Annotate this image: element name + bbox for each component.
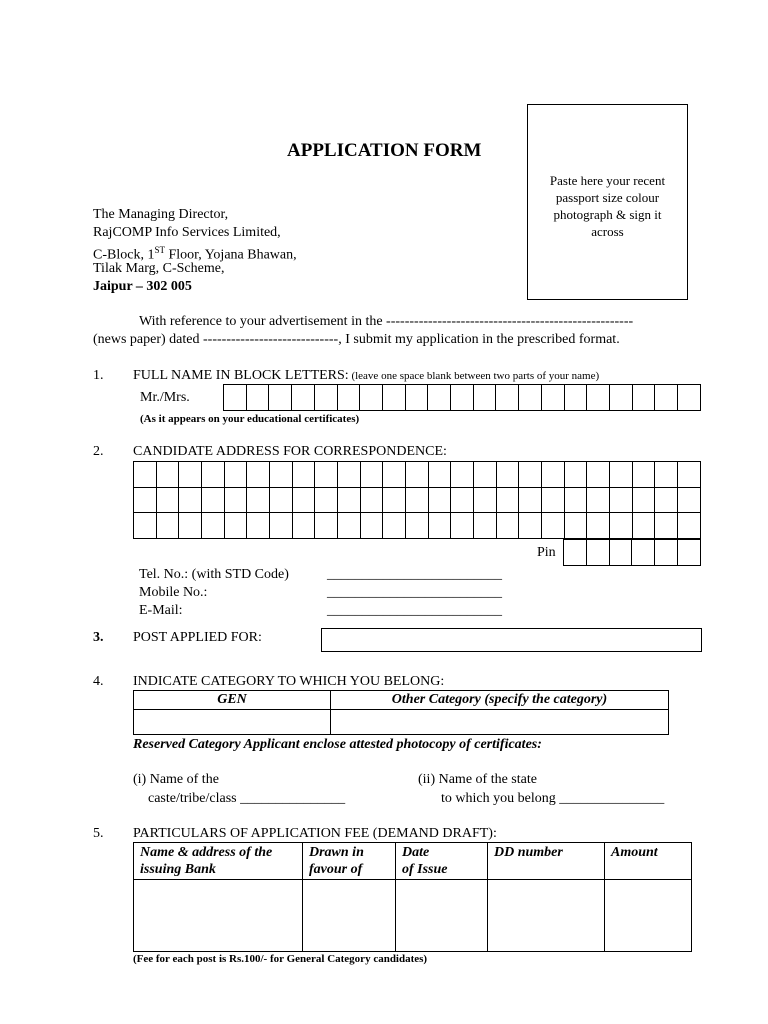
char-box[interactable]: [156, 513, 179, 539]
char-box[interactable]: [564, 487, 587, 513]
fee-date-cell[interactable]: [396, 880, 488, 952]
email-label: E-Mail:: [139, 603, 183, 618]
email-field[interactable]: _________________________: [327, 603, 502, 618]
char-box[interactable]: [519, 487, 542, 513]
fee-dd-number-cell[interactable]: [488, 880, 605, 952]
char-box[interactable]: [609, 540, 632, 566]
char-box[interactable]: [315, 487, 338, 513]
pin-code-grid[interactable]: [563, 539, 701, 566]
char-box[interactable]: [678, 385, 701, 411]
char-box[interactable]: [292, 513, 315, 539]
char-box[interactable]: [134, 462, 157, 488]
fee-header-text: issuing Bank: [140, 862, 216, 877]
mobile-label: Mobile No.:: [139, 585, 208, 600]
char-box[interactable]: [383, 487, 406, 513]
state-label: (ii) Name of the state: [418, 772, 537, 787]
char-box[interactable]: [587, 487, 610, 513]
char-box[interactable]: [406, 462, 429, 488]
address-line: Tilak Marg, C-Scheme,: [93, 261, 225, 276]
char-box[interactable]: [451, 385, 474, 411]
category-header-other: Other Category (specify the category): [331, 691, 669, 710]
char-box[interactable]: [655, 385, 678, 411]
char-box[interactable]: [496, 385, 519, 411]
char-box[interactable]: [542, 487, 565, 513]
char-box[interactable]: [270, 462, 293, 488]
page-title: APPLICATION FORM: [287, 140, 482, 161]
char-box[interactable]: [270, 513, 293, 539]
char-box[interactable]: [632, 487, 655, 513]
char-box[interactable]: [610, 513, 633, 539]
char-box[interactable]: [474, 513, 497, 539]
char-box[interactable]: [428, 385, 451, 411]
full-name-grid[interactable]: [223, 384, 701, 411]
char-box[interactable]: [337, 385, 360, 411]
char-box[interactable]: [156, 462, 179, 488]
address-city: Jaipur – 302 005: [93, 279, 192, 294]
char-box[interactable]: [405, 385, 428, 411]
char-box[interactable]: [315, 462, 338, 488]
photo-instruction-line: Paste here your recent: [549, 173, 666, 188]
char-box[interactable]: [451, 513, 474, 539]
char-box[interactable]: [519, 462, 542, 488]
char-box[interactable]: [179, 513, 202, 539]
caste-label: (i) Name of the: [133, 772, 219, 787]
state-field[interactable]: to which you belong _______________: [441, 791, 665, 806]
pin-label: Pin: [537, 545, 556, 560]
category-gen-cell[interactable]: [134, 710, 331, 735]
reserved-note: Reserved Category Applicant enclose attested photocopy of certificates:: [133, 737, 542, 752]
char-box[interactable]: [632, 513, 655, 539]
char-box[interactable]: [632, 385, 655, 411]
char-box[interactable]: [519, 385, 542, 411]
fee-header-favour: [303, 843, 396, 880]
post-applied-field[interactable]: [321, 628, 702, 652]
correspondence-address-grid[interactable]: [133, 461, 701, 539]
mobile-field[interactable]: _________________________: [327, 585, 502, 600]
char-box[interactable]: [496, 487, 519, 513]
char-box[interactable]: [134, 513, 157, 539]
char-box[interactable]: [314, 385, 337, 411]
char-box[interactable]: [564, 540, 587, 566]
char-box[interactable]: [360, 462, 383, 488]
photo-instruction-line: passport size colour: [555, 190, 660, 205]
category-header-gen: GEN: [134, 691, 331, 710]
char-box[interactable]: [134, 487, 157, 513]
address-line: The Managing Director,: [93, 207, 229, 222]
fee-bank-cell[interactable]: [134, 880, 303, 952]
fee-favour-cell[interactable]: [303, 880, 396, 952]
title-prefix: Mr./Mrs.: [140, 390, 190, 405]
fee-header-bank: [134, 843, 303, 880]
char-box[interactable]: [655, 513, 678, 539]
char-box[interactable]: [610, 462, 633, 488]
char-box[interactable]: [587, 385, 610, 411]
char-box[interactable]: [360, 487, 383, 513]
char-box[interactable]: [541, 385, 564, 411]
char-box[interactable]: [179, 462, 202, 488]
tel-field[interactable]: _________________________: [327, 567, 502, 582]
char-box[interactable]: [428, 513, 451, 539]
char-box[interactable]: [156, 487, 179, 513]
section-label: CANDIDATE ADDRESS FOR CORRESPONDENCE:: [133, 444, 447, 459]
address-part: Floor, Yojana Bhawan,: [164, 247, 297, 263]
photo-instruction-line: photograph & sign it: [553, 207, 662, 222]
char-box[interactable]: [678, 513, 701, 539]
fee-header-text: Name & address of the: [140, 845, 273, 860]
fee-header-text: Drawn in: [309, 845, 364, 860]
char-box[interactable]: [315, 513, 338, 539]
category-other-cell[interactable]: [331, 710, 669, 735]
fee-header-date: [396, 843, 488, 880]
char-box[interactable]: [224, 385, 247, 411]
char-box[interactable]: [609, 385, 632, 411]
char-box[interactable]: [360, 513, 383, 539]
char-box[interactable]: [473, 385, 496, 411]
char-box[interactable]: [202, 513, 225, 539]
char-box[interactable]: [564, 513, 587, 539]
char-box[interactable]: [202, 462, 225, 488]
category-table: [133, 690, 669, 735]
char-box[interactable]: [383, 513, 406, 539]
char-box[interactable]: [269, 385, 292, 411]
char-box[interactable]: [496, 513, 519, 539]
caste-field[interactable]: caste/tribe/class _______________: [148, 791, 346, 806]
char-box[interactable]: [655, 462, 678, 488]
reference-line: With reference to your advertisement in the -----------------------------------------------------: [139, 314, 634, 329]
char-box[interactable]: [292, 385, 315, 411]
fee-header-dd-number: DD number: [488, 843, 605, 880]
char-box[interactable]: [338, 513, 361, 539]
char-box[interactable]: [678, 487, 701, 513]
char-box[interactable]: [632, 540, 655, 566]
fee-table: [133, 842, 692, 952]
char-box[interactable]: [451, 462, 474, 488]
char-box[interactable]: [451, 487, 474, 513]
section-label: PARTICULARS OF APPLICATION FEE (DEMAND DRAFT):: [133, 826, 497, 841]
char-box[interactable]: [655, 540, 678, 566]
fee-header-text: Date: [402, 845, 430, 860]
section-number: 3.: [93, 630, 104, 645]
char-box[interactable]: [270, 487, 293, 513]
char-box[interactable]: [428, 487, 451, 513]
fee-header-text: of Issue: [402, 862, 448, 877]
char-box[interactable]: [382, 385, 405, 411]
reference-line: (news paper) dated -----------------------------, I submit my application in the prescribed format.: [93, 332, 620, 347]
section-label: POST APPLIED FOR:: [133, 630, 262, 645]
char-box[interactable]: [519, 513, 542, 539]
char-box[interactable]: [406, 487, 429, 513]
char-box[interactable]: [247, 513, 270, 539]
char-box[interactable]: [338, 462, 361, 488]
address-part: C-Block, 1: [93, 247, 155, 263]
char-box[interactable]: [587, 513, 610, 539]
char-box[interactable]: [428, 462, 451, 488]
char-box[interactable]: [496, 462, 519, 488]
char-box[interactable]: [179, 487, 202, 513]
tel-label: Tel. No.: (with STD Code): [139, 567, 289, 582]
char-box[interactable]: [247, 462, 270, 488]
full-name-hint: (leave one space blank between two parts of your name): [348, 370, 600, 382]
char-box[interactable]: [474, 487, 497, 513]
photo-instruction-line: across: [591, 224, 624, 239]
char-box[interactable]: [678, 540, 701, 566]
section-number: 4.: [93, 674, 104, 689]
char-box[interactable]: [474, 462, 497, 488]
fee-note: (Fee for each post is Rs.100/- for General Category candidates): [133, 953, 428, 965]
fee-header-text: favour of: [309, 862, 363, 877]
section-label: [133, 367, 599, 385]
section-label: INDICATE CATEGORY TO WHICH YOU BELONG:: [133, 674, 445, 689]
char-box[interactable]: [678, 462, 701, 488]
photo-paste-box: [527, 104, 688, 300]
char-box[interactable]: [564, 462, 587, 488]
char-box[interactable]: [586, 540, 609, 566]
char-box[interactable]: [202, 487, 225, 513]
fee-amount-cell[interactable]: [605, 880, 692, 952]
address-line: RajCOMP Info Services Limited,: [93, 225, 281, 240]
char-box[interactable]: [406, 513, 429, 539]
section-number: 5.: [93, 826, 104, 841]
char-box[interactable]: [224, 462, 247, 488]
char-box[interactable]: [292, 487, 315, 513]
char-box[interactable]: [655, 487, 678, 513]
name-note: (As it appears on your educational certificates): [140, 413, 360, 425]
section-number: 1.: [93, 368, 104, 383]
fee-header-amount: Amount: [605, 843, 692, 880]
char-box[interactable]: [292, 462, 315, 488]
char-box[interactable]: [542, 462, 565, 488]
section-number: 2.: [93, 444, 104, 459]
char-box[interactable]: [587, 462, 610, 488]
char-box[interactable]: [224, 513, 247, 539]
char-box[interactable]: [360, 385, 383, 411]
char-box[interactable]: [338, 487, 361, 513]
full-name-label: FULL NAME IN BLOCK LETTERS:: [133, 368, 349, 383]
char-box[interactable]: [564, 385, 587, 411]
char-box[interactable]: [632, 462, 655, 488]
char-box[interactable]: [224, 487, 247, 513]
char-box[interactable]: [542, 513, 565, 539]
address-superscript: ST: [154, 245, 165, 255]
char-box[interactable]: [246, 385, 269, 411]
char-box[interactable]: [610, 487, 633, 513]
char-box[interactable]: [383, 462, 406, 488]
char-box[interactable]: [247, 487, 270, 513]
